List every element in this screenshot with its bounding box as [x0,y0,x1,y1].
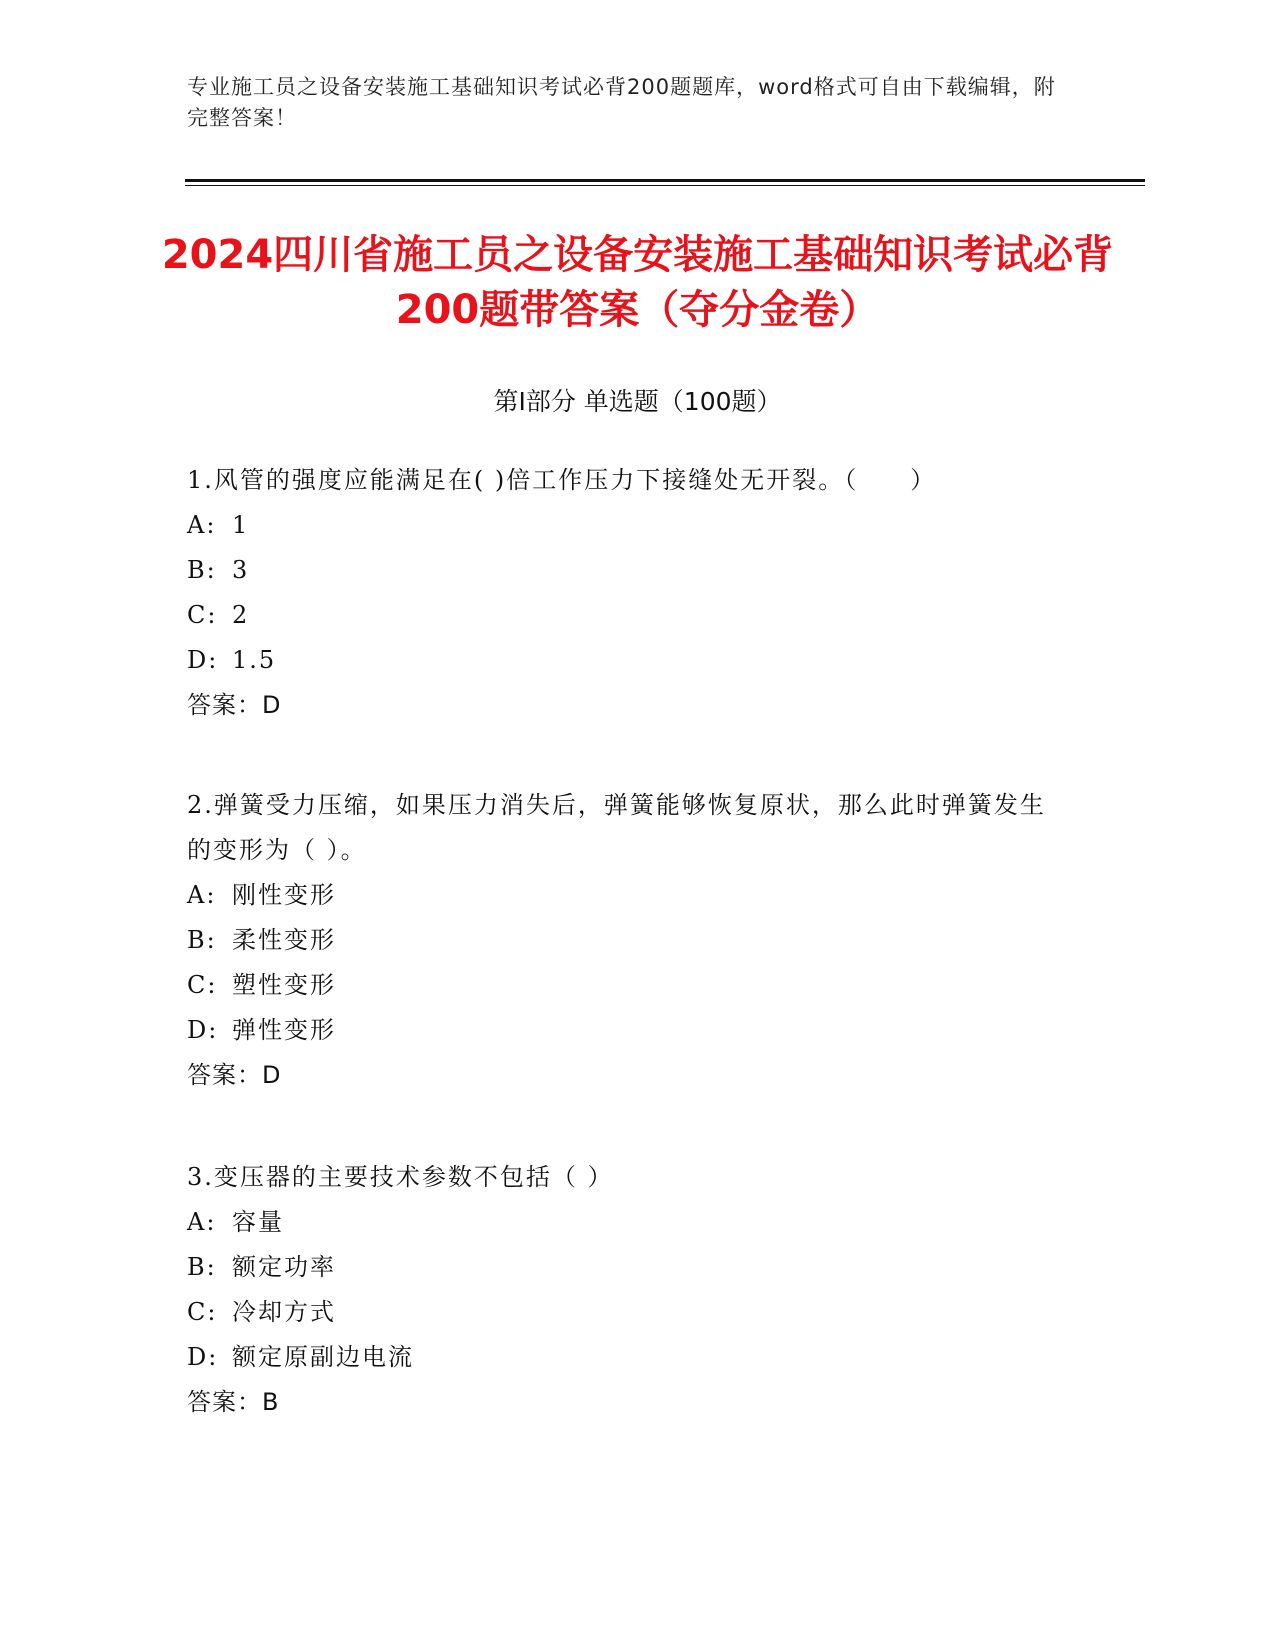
option-key: A: [187,881,217,909]
question-stem: 2.弹簧受力压缩，如果压力消失后，弹簧能够恢复原状，那么此时弹簧发生的变形为（ ）。 [187,791,1046,864]
answer: 答案：B [187,1388,280,1416]
option-key: A: [187,1208,217,1236]
option-a [187,873,1067,918]
header-divider-thin [185,185,1145,186]
question-stem: 3.变压器的主要技术参数不包括（ ） [187,1163,614,1191]
option-key: C: [187,971,218,999]
option-text: 塑性变形 [232,971,336,999]
option-text: 冷却方式 [232,1298,336,1326]
option-text: 额定原副边电流 [232,1343,414,1371]
option-key: B: [187,1253,217,1281]
question-3 [187,1155,1067,1425]
answer: 答案：D [187,1061,282,1089]
option-key: D: [187,1016,219,1044]
option-text: 柔性变形 [232,926,336,954]
option-key: D: [187,646,219,674]
question-2 [187,783,1067,1098]
option-b [187,548,1067,593]
header-divider-thick [185,179,1145,182]
option-c [187,963,1067,1008]
option-b [187,1245,1067,1290]
option-a [187,503,1067,548]
option-text: 1 [232,511,250,539]
option-d [187,1335,1067,1380]
option-c [187,1290,1067,1335]
option-text: 弹性变形 [232,1016,336,1044]
option-key: A: [187,511,217,539]
option-text: 容量 [232,1208,284,1236]
question-1 [187,458,1067,728]
option-key: B: [187,556,217,584]
document-title: 2024四川省施工员之设备安装施工基础知识考试必背200题带答案（夺分金卷） [161,232,1114,333]
option-key: B: [187,926,217,954]
option-text: 3 [232,556,250,584]
option-key: D: [187,1343,219,1371]
option-b [187,918,1067,963]
option-text: 2 [232,601,250,629]
option-text: 额定功率 [232,1253,336,1281]
option-text: 刚性变形 [232,881,336,909]
option-d [187,1008,1067,1053]
option-d [187,638,1067,683]
header-note: 专业施工员之设备安装施工基础知识考试必背200题题库，word格式可自由下载编辑，附完整答案！ [187,75,1056,130]
option-text: 1.5 [232,646,277,674]
option-key: C: [187,601,218,629]
option-a [187,1200,1067,1245]
option-key: C: [187,1298,218,1326]
option-c [187,593,1067,638]
answer: 答案：D [187,691,282,719]
section-heading: 第I部分 单选题（100题） [493,387,782,416]
question-stem: 1.风管的强度应能满足在( )倍工作压力下接缝处无开裂。（ ） [187,466,937,494]
